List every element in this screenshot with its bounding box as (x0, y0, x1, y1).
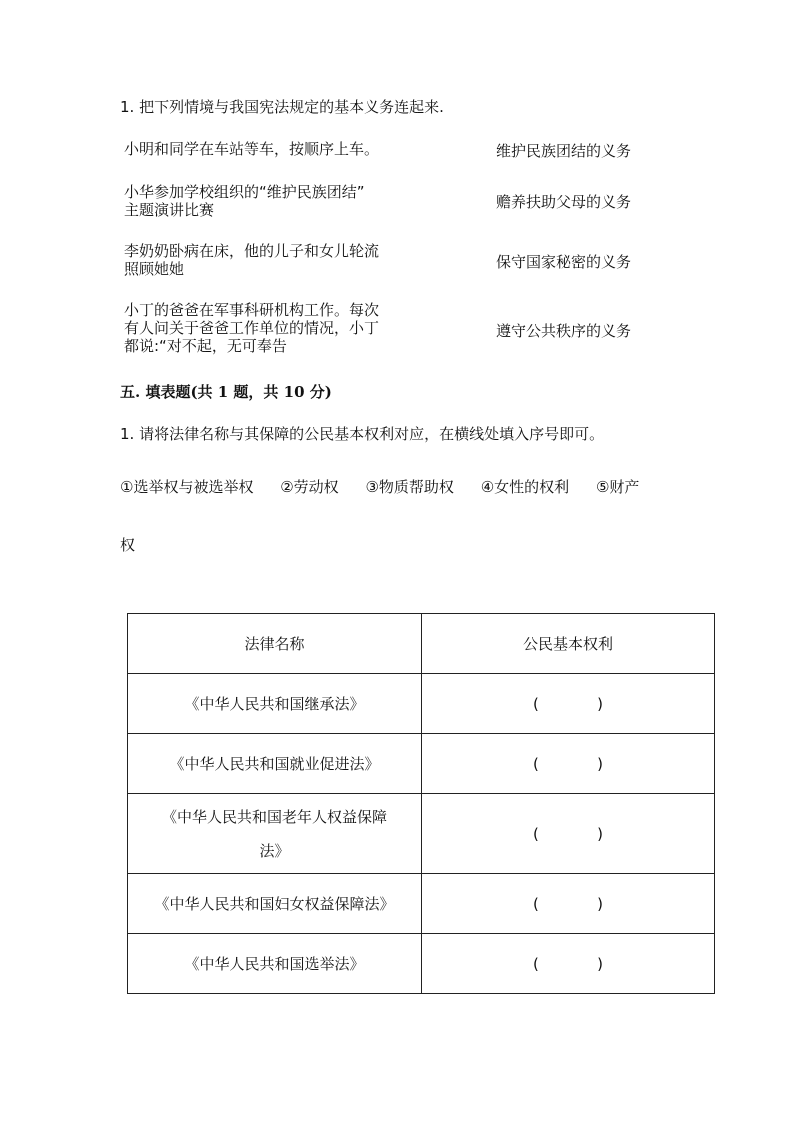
law-name-cell (128, 674, 422, 734)
situation-3-line-2: 照顾她她 (124, 260, 185, 278)
table-row (128, 874, 715, 934)
situation-1 (124, 140, 379, 158)
law-name-cell (128, 794, 422, 874)
question-1-title: 1. 把下列情境与我国宪法规定的基本义务连起来. (120, 98, 444, 116)
answer-close-paren: ) (597, 954, 603, 973)
table-row (128, 794, 715, 874)
law-name-line: 《中华人民共和国就业促进法》 (169, 755, 380, 773)
rights-options (120, 476, 639, 497)
law-name-line: 《中华人民共和国选举法》 (184, 955, 365, 973)
header-basic-rights: 公民基本权利 (422, 614, 715, 674)
section-5-question: 1. 请将法律名称与其保障的公民基本权利对应，在横线处填入序号即可。 (120, 425, 605, 443)
option-3: ③物质帮助权 (365, 478, 454, 496)
law-name-cell (128, 734, 422, 794)
answer-cell[interactable] (422, 934, 715, 994)
law-name-line: 法》 (259, 841, 290, 860)
situation-3 (124, 242, 379, 278)
duty-3: 保守国家秘密的义务 (496, 253, 632, 271)
law-name-line: 《中华人民共和国继承法》 (184, 695, 365, 713)
answer-blank[interactable] (533, 755, 603, 773)
answer-cell[interactable] (422, 874, 715, 934)
duty-1: 维护民族团结的义务 (496, 142, 632, 160)
option-5: ⑤财产 (595, 478, 640, 496)
duty-2: 赡养扶助父母的义务 (496, 193, 632, 211)
table-header-row (128, 614, 715, 674)
table-row (128, 674, 715, 734)
option-5-continuation: 权 (120, 536, 136, 554)
answer-blank[interactable] (533, 955, 603, 973)
option-4: ④女性的权利 (480, 478, 570, 496)
answer-cell[interactable] (422, 794, 715, 874)
option-2: ②劳动权 (280, 478, 339, 496)
answer-open-paren: ( (533, 824, 539, 843)
answer-open-paren: ( (533, 694, 539, 713)
situation-2-line-1: 小华参加学校组织的“维护民族团结” (124, 183, 365, 201)
law-name-cell (128, 934, 422, 994)
answer-cell[interactable] (422, 674, 715, 734)
answer-blank[interactable] (533, 825, 603, 843)
header-law-name: 法律名称 (128, 614, 422, 674)
answer-blank[interactable] (533, 695, 603, 713)
answer-open-paren: ( (533, 954, 539, 973)
section-5-heading: 五. 填表题(共 1 题，共 10 分) (120, 383, 332, 401)
situation-4-line-1: 小丁的爸爸在军事科研机构工作。每次 (124, 301, 380, 319)
situation-4-line-2: 有人问关于爸爸工作单位的情况，小丁 (124, 319, 380, 337)
law-rights-table (127, 613, 715, 994)
law-name-cell (128, 874, 422, 934)
situation-2-line-2: 主题演讲比赛 (124, 201, 215, 219)
table-row (128, 934, 715, 994)
situation-4 (124, 301, 379, 355)
situation-4-line-3: 都说:“对不起，无可奉告 (124, 337, 287, 355)
situation-1-line-1: 小明和同学在车站等车，按顺序上车。 (124, 140, 380, 158)
law-name-line: 《中华人民共和国老年人权益保障 (161, 807, 387, 826)
situation-3-line-1: 李奶奶卧病在床，他的儿子和女儿轮流 (124, 242, 380, 260)
answer-close-paren: ) (597, 754, 603, 773)
answer-open-paren: ( (533, 894, 539, 913)
answer-close-paren: ) (597, 824, 603, 843)
answer-close-paren: ) (597, 894, 603, 913)
answer-open-paren: ( (533, 754, 539, 773)
answer-cell[interactable] (422, 734, 715, 794)
answer-close-paren: ) (597, 694, 603, 713)
situation-2 (124, 183, 365, 219)
answer-blank[interactable] (533, 895, 603, 913)
table-row (128, 734, 715, 794)
duty-4: 遵守公共秩序的义务 (496, 322, 632, 340)
law-name-line: 《中华人民共和国妇女权益保障法》 (154, 895, 395, 913)
option-1: ①选举权与被选举权 (120, 478, 254, 496)
